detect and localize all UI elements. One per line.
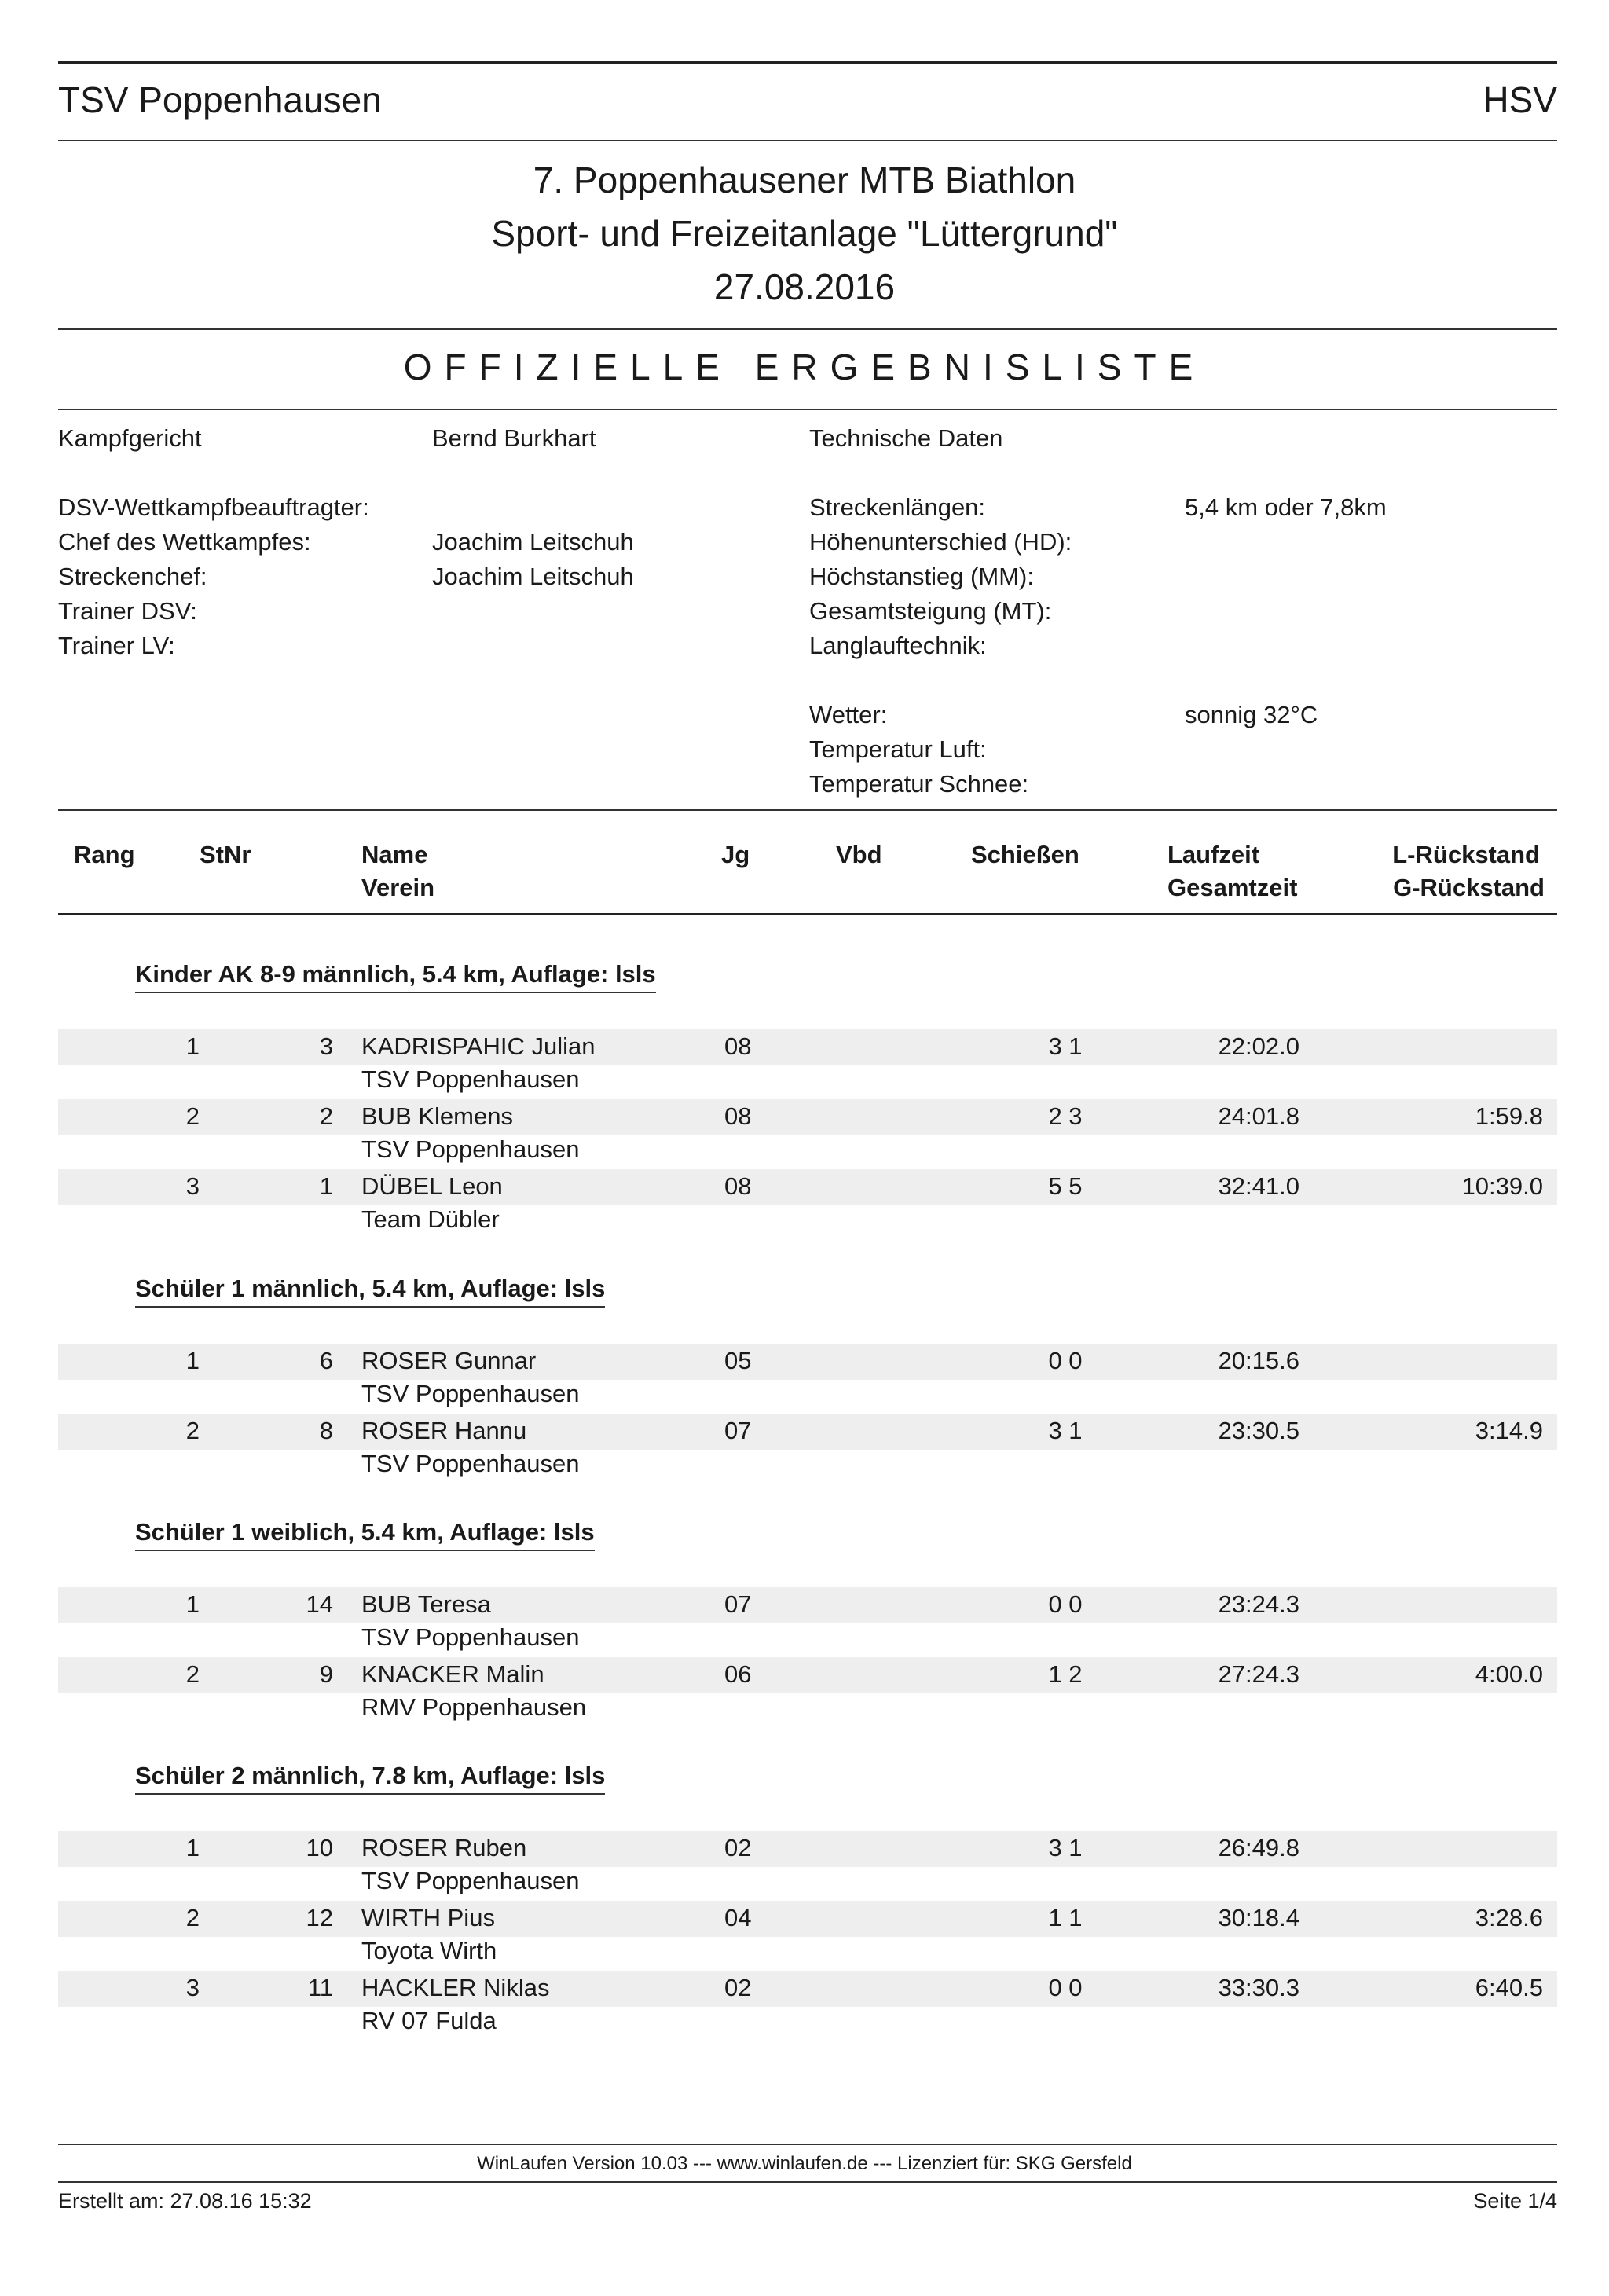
rank: 1: [185, 1032, 200, 1060]
jury-field-label: Trainer LV:: [58, 632, 175, 659]
tech-field-label: Höhenunterschied (HD):: [809, 528, 1072, 556]
col-schiessen: Schießen: [971, 841, 1079, 868]
col-name: Name: [361, 841, 428, 868]
start-number: 12: [306, 1904, 333, 1931]
birth-year: 08: [724, 1102, 752, 1130]
divider: [58, 409, 1557, 410]
table-row: [58, 1169, 1557, 1205]
col-rang: Rang: [74, 841, 135, 868]
rank: 2: [185, 1904, 200, 1931]
athlete-name: ROSER Ruben: [361, 1834, 527, 1861]
tech-field-label: Höchstanstieg (MM):: [809, 563, 1034, 590]
tech-data-label: Technische Daten: [809, 424, 1003, 452]
rank: 3: [185, 1172, 200, 1200]
club-name: RMV Poppenhausen: [361, 1693, 587, 1721]
event-date: 27.08.2016: [713, 266, 896, 307]
divider: [58, 61, 1557, 64]
created-timestamp: Erstellt am: 27.08.16 15:32: [58, 2189, 312, 2213]
shooting-result: 3 1: [1048, 1417, 1083, 1444]
run-time: 27:24.3: [1218, 1660, 1299, 1688]
jury-value: Bernd Burkhart: [432, 424, 596, 452]
table-row: [58, 1971, 1557, 2007]
time-behind: 3:28.6: [1475, 1904, 1543, 1931]
athlete-name: WIRTH Pius: [361, 1904, 495, 1931]
club-name: TSV Poppenhausen: [361, 1623, 580, 1651]
birth-year: 07: [724, 1590, 752, 1618]
start-number: 10: [306, 1834, 333, 1861]
shooting-result: 0 0: [1048, 1347, 1083, 1374]
run-time: 32:41.0: [1218, 1172, 1299, 1200]
shooting-result: 1 2: [1048, 1660, 1083, 1688]
run-time: 23:30.5: [1218, 1417, 1299, 1444]
club-name: TSV Poppenhausen: [361, 1450, 580, 1477]
tech-field-value: 5,4 km oder 7,8km: [1185, 493, 1387, 521]
start-number: 6: [319, 1347, 333, 1374]
col-vbd: Vbd: [836, 841, 882, 868]
birth-year: 02: [724, 1834, 752, 1861]
table-row: [58, 1587, 1557, 1623]
birth-year: 08: [724, 1172, 752, 1200]
category-heading: Schüler 1 weiblich, 5.4 km, Auflage: lsls: [135, 1518, 595, 1551]
col-l-rueckstand: L-Rückstand: [1392, 841, 1540, 868]
table-row: [58, 1657, 1557, 1693]
shooting-result: 5 5: [1048, 1172, 1083, 1200]
category-heading: Schüler 2 männlich, 7.8 km, Auflage: lsls: [135, 1762, 605, 1795]
club-name: RV 07 Fulda: [361, 2007, 497, 2034]
event-venue: Sport- und Freizeitanlage "Lüttergrund": [491, 213, 1118, 254]
start-number: 9: [319, 1660, 333, 1688]
birth-year: 07: [724, 1417, 752, 1444]
shooting-result: 3 1: [1048, 1032, 1083, 1060]
club-name: TSV Poppenhausen: [361, 1380, 580, 1407]
athlete-name: DÜBEL Leon: [361, 1172, 503, 1200]
association-abbr: HSV: [1483, 79, 1557, 120]
table-row: [58, 1029, 1557, 1065]
col-stnr: StNr: [200, 841, 251, 868]
col-g-rueckstand: G-Rückstand: [1393, 874, 1545, 901]
weather-field-label: Temperatur Schnee:: [809, 770, 1029, 798]
time-behind: 3:14.9: [1475, 1417, 1543, 1444]
shooting-result: 0 0: [1048, 1974, 1083, 2001]
start-number: 8: [319, 1417, 333, 1444]
rank: 1: [185, 1590, 200, 1618]
club-name: TSV Poppenhausen: [361, 1867, 580, 1894]
athlete-name: BUB Klemens: [361, 1102, 513, 1130]
jury-field-label: Trainer DSV:: [58, 597, 197, 625]
athlete-name: KADRISPAHIC Julian: [361, 1032, 596, 1060]
time-behind: 4:00.0: [1475, 1660, 1543, 1688]
athlete-name: BUB Teresa: [361, 1590, 491, 1618]
time-behind: 6:40.5: [1475, 1974, 1543, 2001]
time-behind: 10:39.0: [1461, 1172, 1543, 1200]
jury-field-label: DSV-Wettkampfbeauftragter:: [58, 493, 369, 521]
athlete-name: ROSER Gunnar: [361, 1347, 537, 1374]
category-heading: Schüler 1 männlich, 5.4 km, Auflage: lsls: [135, 1275, 605, 1308]
club-name: TSV Poppenhausen: [58, 79, 382, 120]
tech-field-label: Gesamtsteigung (MT):: [809, 597, 1052, 625]
shooting-result: 0 0: [1048, 1590, 1083, 1618]
divider: [58, 809, 1557, 811]
athlete-name: ROSER Hannu: [361, 1417, 527, 1444]
rank: 1: [185, 1347, 200, 1374]
software-note: WinLaufen Version 10.03 --- www.winlaufen.de --- Lizenziert für: SKG Gersfeld: [477, 2153, 1132, 2174]
table-row: [58, 1831, 1557, 1867]
weather-field-value: sonnig 32°C: [1185, 701, 1318, 728]
rank: 2: [185, 1660, 200, 1688]
run-time: 24:01.8: [1218, 1102, 1299, 1130]
athlete-name: HACKLER Niklas: [361, 1974, 550, 2001]
jury-field-value: Joachim Leitschuh: [432, 528, 634, 556]
run-time: 33:30.3: [1218, 1974, 1299, 2001]
table-row: [58, 1344, 1557, 1380]
shooting-result: 2 3: [1048, 1102, 1083, 1130]
run-time: 26:49.8: [1218, 1834, 1299, 1861]
rank: 1: [185, 1834, 200, 1861]
rank: 2: [185, 1102, 200, 1130]
tech-field-label: Langlauftechnik:: [809, 632, 987, 659]
divider: [58, 140, 1557, 141]
jury-label: Kampfgericht: [58, 424, 202, 452]
run-time: 30:18.4: [1218, 1904, 1299, 1931]
rank: 2: [185, 1417, 200, 1444]
col-verein: Verein: [361, 874, 435, 901]
run-time: 23:24.3: [1218, 1590, 1299, 1618]
weather-field-label: Temperatur Luft:: [809, 735, 987, 763]
jury-field-label: Chef des Wettkampfes:: [58, 528, 311, 556]
table-row: [58, 1901, 1557, 1937]
jury-field-label: Streckenchef:: [58, 563, 207, 590]
page-title: OFFIZIELLE ERGEBNISLISTE: [403, 347, 1206, 387]
rank: 3: [185, 1974, 200, 2001]
divider: [58, 913, 1557, 915]
tech-field-label: Streckenlängen:: [809, 493, 986, 521]
start-number: 11: [307, 1974, 333, 2001]
club-name: Toyota Wirth: [361, 1937, 497, 1964]
run-time: 20:15.6: [1218, 1347, 1299, 1374]
start-number: 14: [306, 1590, 333, 1618]
divider: [58, 328, 1557, 330]
birth-year: 05: [724, 1347, 752, 1374]
col-gesamtzeit: Gesamtzeit: [1167, 874, 1298, 901]
start-number: 2: [319, 1102, 333, 1130]
table-row: [58, 1414, 1557, 1450]
category-heading: Kinder AK 8-9 männlich, 5.4 km, Auflage: lsls: [135, 960, 656, 993]
club-name: TSV Poppenhausen: [361, 1135, 580, 1163]
shooting-result: 1 1: [1048, 1904, 1083, 1931]
run-time: 22:02.0: [1218, 1032, 1299, 1060]
event-title: 7. Poppenhausener MTB Biathlon: [533, 160, 1076, 200]
table-row: [58, 1099, 1557, 1135]
page-number: Seite 1/4: [1473, 2189, 1557, 2213]
weather-field-label: Wetter:: [809, 701, 888, 728]
club-name: TSV Poppenhausen: [361, 1065, 580, 1093]
jury-field-value: Joachim Leitschuh: [432, 563, 634, 590]
col-laufzeit: Laufzeit: [1167, 841, 1260, 868]
time-behind: 1:59.8: [1475, 1102, 1543, 1130]
birth-year: 04: [724, 1904, 752, 1931]
birth-year: 02: [724, 1974, 752, 2001]
club-name: Team Dübler: [361, 1205, 500, 1233]
start-number: 1: [319, 1172, 333, 1200]
start-number: 3: [319, 1032, 333, 1060]
divider: [58, 2144, 1557, 2145]
shooting-result: 3 1: [1048, 1834, 1083, 1861]
birth-year: 08: [724, 1032, 752, 1060]
athlete-name: KNACKER Malin: [361, 1660, 544, 1688]
col-jg: Jg: [721, 841, 750, 868]
birth-year: 06: [724, 1660, 752, 1688]
divider: [58, 2181, 1557, 2183]
